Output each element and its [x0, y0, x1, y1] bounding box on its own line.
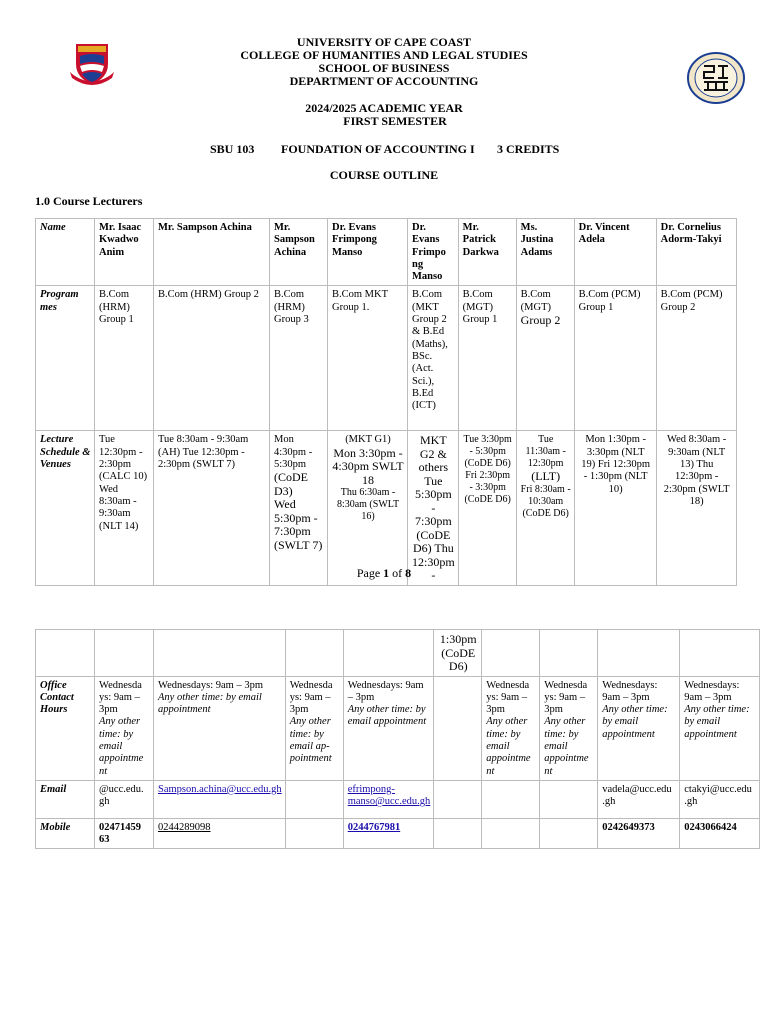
college-name: COLLEGE OF HUMANITIES AND LEGAL STUDIES: [240, 48, 528, 62]
empty-cell: [540, 630, 598, 677]
table-row: [36, 431, 737, 586]
office-cell: [95, 676, 154, 780]
office-cell: [154, 676, 286, 780]
programme-cell: [516, 286, 574, 431]
office-note: Any other time: by email appointment: [602, 704, 668, 740]
schedule-cell: Tue 3:30pm - 5:30pm (CoDE D6) Fri 2:30pm - 3:30pm (CoDE D6): [458, 431, 516, 586]
office-hours: Wednesda ys: 9am – 3pm: [289, 679, 333, 716]
department-name: DEPARTMENT OF ACCOUNTING: [289, 74, 479, 88]
office-cell: [598, 676, 680, 780]
schedule-cell: [270, 431, 328, 586]
office-cell: [434, 676, 482, 780]
email-cell: [285, 780, 343, 818]
empty-cell: [598, 630, 680, 677]
email-cell: [482, 780, 540, 818]
schedule-text: Thu 6:30am - 8:30am (SWLT 16): [336, 487, 400, 523]
lecturer-name: Mr. Sampson Achina: [270, 219, 328, 286]
page-word: Page: [356, 566, 381, 580]
schedule-venue: (LLT): [531, 469, 561, 484]
office-note: Any other time: by email appointment: [347, 704, 427, 728]
row-label-email: Email: [36, 780, 95, 818]
page-of: of: [392, 566, 403, 580]
office-note: Any other time: by email appointment: [158, 691, 262, 716]
programme-cell: B.Com (MGT) Group 1: [458, 286, 516, 431]
office-hours: Wednesda ys: 9am – 3pm: [99, 679, 142, 716]
school-name: SCHOOL OF BUSINESS: [318, 61, 450, 75]
row-label-programmes: Program mes: [36, 286, 95, 431]
empty-cell: [343, 630, 434, 677]
email-cell: ctakyi@ucc.edu .gh: [680, 780, 760, 818]
email-cell: [540, 780, 598, 818]
programme-cell: B.Com (PCM) Group 1: [574, 286, 656, 431]
table-row: [36, 219, 737, 286]
mobile-cell: [540, 818, 598, 849]
mobile-cell: 02471459 63: [95, 818, 154, 849]
table-row: [36, 630, 760, 677]
schedule-cell: Mon 1:30pm - 3:30pm (NLT 19) Fri 12:30pm - 1:30pm (NLT 10): [574, 431, 656, 586]
schedule-cell: [328, 431, 408, 586]
office-note: Any other time: by email appointme nt: [544, 716, 589, 777]
lecturer-name: Mr. Isaac Kwadwo Anim: [95, 219, 154, 286]
empty-cell: [680, 630, 760, 677]
schedule-text: Mon 4:30pm - 5:30pm: [274, 434, 313, 471]
course-title: FOUNDATION OF ACCOUNTING I: [281, 142, 475, 156]
table-row: [36, 286, 737, 431]
lecturers-table: [35, 218, 737, 586]
programme-cell: B.Com (HRM) Group 2: [154, 286, 270, 431]
lecturer-name: Dr. Vincent Adela: [574, 219, 656, 286]
email-link[interactable]: Sampson.achina@ucc.edu.gh: [158, 783, 282, 795]
term-header: [0, 102, 768, 128]
office-cell: [482, 676, 540, 780]
row-label-name: Name: [36, 219, 95, 286]
row-label-schedule: Lecture Schedule & Venues: [36, 431, 95, 586]
mobile-cell: 0243066424: [680, 818, 760, 849]
schedule-cell: MKT G2 & others Tue 5:30pm - 7:30pm (CoDE D6) Thu 12:30pm -: [408, 431, 459, 586]
outline-title: COURSE OUTLINE: [329, 168, 439, 182]
page-total: 8: [405, 566, 412, 580]
programme-text: B.Com (MGT): [520, 289, 551, 313]
academic-year: 2024/2025 ACADEMIC YEAR: [305, 101, 463, 115]
empty-cell: [482, 630, 540, 677]
lecturer-name: Dr. Evans Frimpo ng Manso: [408, 219, 459, 286]
office-hours: Wednesdays: 9am – 3pm: [602, 679, 658, 703]
row-label-mobile: Mobile: [36, 818, 95, 849]
email-cell: [434, 780, 482, 818]
course-credits: 3 CREDITS: [497, 142, 560, 156]
lecturer-name: Dr. Evans Frimpong Manso: [328, 219, 408, 286]
table-row: [36, 676, 760, 780]
programme-cell: B.Com (HRM) Group 1: [95, 286, 154, 431]
table-row: [36, 780, 760, 818]
course-code: SBU 103: [210, 142, 255, 156]
programme-cell: B.Com (HRM) Group 3: [270, 286, 328, 431]
email-cell: vadela@ucc.edu .gh: [598, 780, 680, 818]
email-cell: @ucc.edu. gh: [95, 780, 154, 818]
schedule-cell: Tue 12:30pm - 2:30pm (CALC 10) Wed 8:30am - 9:30am (NLT 14): [95, 431, 154, 586]
programme-group: Group 2: [520, 313, 561, 328]
mobile-number: 0244289098: [158, 821, 211, 833]
mobile-cell: [434, 818, 482, 849]
row-label-office: Office Contact Hours: [36, 676, 95, 780]
lecturer-name: Mr. Patrick Darkwa: [458, 219, 516, 286]
section-title: 1.0 Course Lecturers: [35, 194, 143, 208]
schedule-text: Mon 3:30pm - 4:30pm SWLT 18: [332, 445, 404, 487]
office-hours: Wednesdays: 9am – 3pm: [347, 679, 424, 703]
office-note: Any other time: by email ap- pointment: [289, 716, 332, 765]
page-number: [0, 566, 768, 581]
schedule-cell: [516, 431, 574, 586]
email-cell: [343, 780, 434, 818]
office-note: Any other time: by email appointme nt: [99, 716, 144, 777]
office-cell: [285, 676, 343, 780]
office-cell: [540, 676, 598, 780]
email-link[interactable]: efrimpong-manso@ucc.edu.gh: [347, 783, 431, 808]
university-name: UNIVERSITY OF CAPE COAST: [296, 35, 472, 49]
mobile-link[interactable]: 0244767981: [347, 821, 401, 833]
schedule-cell: Tue 8:30am - 9:30am (AH) Tue 12:30pm - 2:30pm (SWLT 7): [154, 431, 270, 586]
lecturers-table-continued: [35, 629, 760, 849]
programme-cell: B.Com (MKT Group 2 & B.Ed (Maths), BSc. (Act. Sci.), B.Ed (ICT): [408, 286, 459, 431]
office-hours: Wednesda ys: 9am – 3pm: [486, 679, 530, 716]
semester: FIRST SEMESTER: [343, 114, 447, 128]
empty-cell: [154, 630, 286, 677]
office-hours: Wednesda ys: 9am – 3pm: [544, 679, 588, 716]
lecturer-name: Ms. Justina Adams: [516, 219, 574, 286]
mobile-cell: [343, 818, 434, 849]
office-hours: Wednesdays: 9am – 3pm: [684, 679, 740, 703]
lecturer-name: Dr. Cornelius Adorm-Takyi: [656, 219, 736, 286]
page-current: 1: [383, 566, 390, 580]
lecturer-name: Mr. Sampson Achina: [154, 219, 270, 286]
mobile-cell: 0242649373: [598, 818, 680, 849]
office-cell: [680, 676, 760, 780]
empty-cell: [36, 630, 95, 677]
institution-header: [0, 36, 768, 88]
office-note: Any other time: by email appointment: [684, 704, 750, 740]
programme-cell: B.Com (PCM) Group 2: [656, 286, 736, 431]
office-cell: [343, 676, 434, 780]
schedule-continued-cell: 1:30pm (CoDE D6): [434, 630, 482, 677]
mobile-cell: [285, 818, 343, 849]
empty-cell: [285, 630, 343, 677]
mobile-cell: [154, 818, 286, 849]
email-cell: [154, 780, 286, 818]
programme-cell: B.Com MKT Group 1.: [328, 286, 408, 431]
schedule-text: Tue 11:30am - 12:30pm: [525, 434, 566, 470]
schedule-cell: Wed 8:30am - 9:30am (NLT 13) Thu 12:30pm - 2:30pm (SWLT 18): [656, 431, 736, 586]
office-hours: Wednesdays: 9am – 3pm: [158, 679, 264, 691]
schedule-text: Fri 8:30am - 10:30am (CoDE D6): [520, 483, 571, 519]
mobile-cell: [482, 818, 540, 849]
schedule-venue: (CoDE D3): [274, 470, 308, 498]
empty-cell: [95, 630, 154, 677]
table-row: [36, 818, 760, 849]
schedule-text: Wed 5:30pm - 7:30pm (SWLT 7): [274, 497, 323, 552]
office-note: Any other time: by email appointme nt: [486, 716, 531, 777]
schedule-group: (MKT G1): [345, 434, 391, 446]
